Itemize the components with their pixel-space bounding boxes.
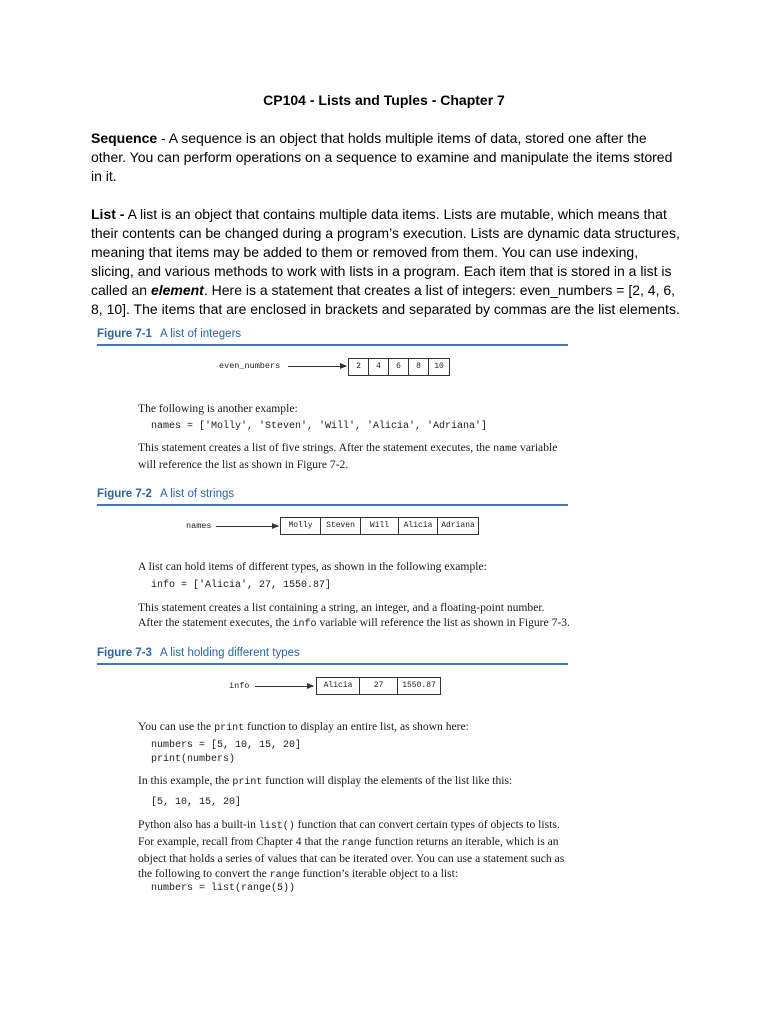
text-fragment: function’s iterable object to a list: [299,867,459,880]
sequence-paragraph [91,129,681,186]
figure-caption: A list of integers [159,328,242,340]
element-term: element [150,282,204,298]
text-fragment: function will display the elements of the list like this: [262,774,513,787]
list-cell: Adriana [441,521,475,530]
different-types-text: A list can hold items of different types, as shown in the following example: [138,560,487,573]
list-cell: 27 [360,678,398,694]
figure-7-1-header [97,328,568,346]
numbers-code: numbers = [5, 10, 15, 20] print(numbers) [151,740,302,765]
figure-number: Figure 7-1 [97,328,152,340]
figure-number: Figure 7-3 [97,647,152,659]
variable-name: names [186,521,212,531]
inline-code: list() [258,821,295,832]
figure-caption: A list of strings [159,488,235,500]
list-function-text [138,817,570,883]
sequence-term: Sequence [91,130,158,146]
figure-7-3-header [97,647,568,665]
another-example-text: The following is another example: [138,402,298,415]
text-fragment: This statement creates a list containing a string, an integer, and a floating-point number. After the statement executes, the [138,601,545,629]
list-cell: 8 [409,359,429,375]
list-cell: Molly [281,518,321,534]
text-fragment: Python also has a built-in [138,818,259,831]
text-fragment: function that can convert certain types of objects to lists. For example, recall from Chapter 4 that the [138,818,560,848]
page-title: CP104 - Lists and Tuples - Chapter 7 [263,92,505,108]
inline-code: print [214,723,245,734]
text-fragment: function to display an entire list, as shown here: [244,720,469,733]
info-code: info = ['Alicia', 27, 1550.87] [151,580,332,591]
inline-code: info [292,619,317,630]
variable-name: even_numbers [219,361,281,371]
text-fragment: You can use the [138,720,215,733]
info-explanation [138,600,570,632]
text-fragment: This statement creates a list of five strings. After the statement executes, the [138,441,494,454]
reference-arrow [255,686,313,687]
figure-7-2-header [97,488,568,506]
list-cell: 2 [349,359,369,375]
range-code: numbers = list(range(5)) [151,883,296,894]
inline-code: print [232,777,263,788]
list-cell: 1550.87 [402,681,436,690]
text-fragment: In this example, the [138,774,233,787]
list-cell: Alicia [399,518,438,534]
text-fragment: variable will reference the list as shown in Figure 7-2. [138,441,558,471]
inline-code: name [493,444,518,455]
list-paragraph [91,205,681,319]
output-code: [5, 10, 15, 20] [151,797,242,808]
list-text-2: . Here is a statement that creates a list of integers: even_numbers = [2, 4, 6, 8, 10]. The items that are enclosed in brackets and separated by commas are the list elements. [91,282,680,317]
text-fragment: variable will reference the list as shown in Figure 7-3. [316,616,570,629]
sequence-text: - A sequence is an object that holds multiple items of data, stored one after the other. You can perform operations on a sequence to examine and manipulate the items stored in it. [91,130,673,184]
list-cell: Steven [321,518,361,534]
names-explanation [138,440,570,472]
list-cell: Alicia [317,678,360,694]
list-cell: 4 [369,359,389,375]
text-fragment: function returns an iterable, which is an object that holds a series of values that can be iterated over. You can use a statement such as the following to convert the [138,835,565,880]
example-text [138,773,570,790]
list-cell: Will [361,518,399,534]
list-text-1: A list is an object that contains multiple data items. Lists are mutable, which means that their contents can be changed during a program’s execution. Lists are dynamic data structures, meaning that items may be added to them or removed from them. You can use indexing, slicing, and various methods to work with lists in a program. Each item that is stored in a list is called an [91,206,680,298]
print-text [138,719,570,736]
list-cells [316,677,441,695]
inline-code: range [269,870,300,881]
list-cells [280,517,479,535]
names-code: names = ['Molly', 'Steven', 'Will', 'Alicia', 'Adriana'] [151,421,488,432]
figure-number: Figure 7-2 [97,488,152,500]
list-cell: 6 [389,359,409,375]
inline-code: range [341,838,372,849]
list-cells [348,358,450,376]
list-term: List - [91,206,125,222]
figure-caption: A list holding different types [159,647,300,659]
reference-arrow [216,526,278,527]
variable-name: info [229,681,250,691]
reference-arrow [288,366,346,367]
list-cell: 10 [434,362,444,371]
